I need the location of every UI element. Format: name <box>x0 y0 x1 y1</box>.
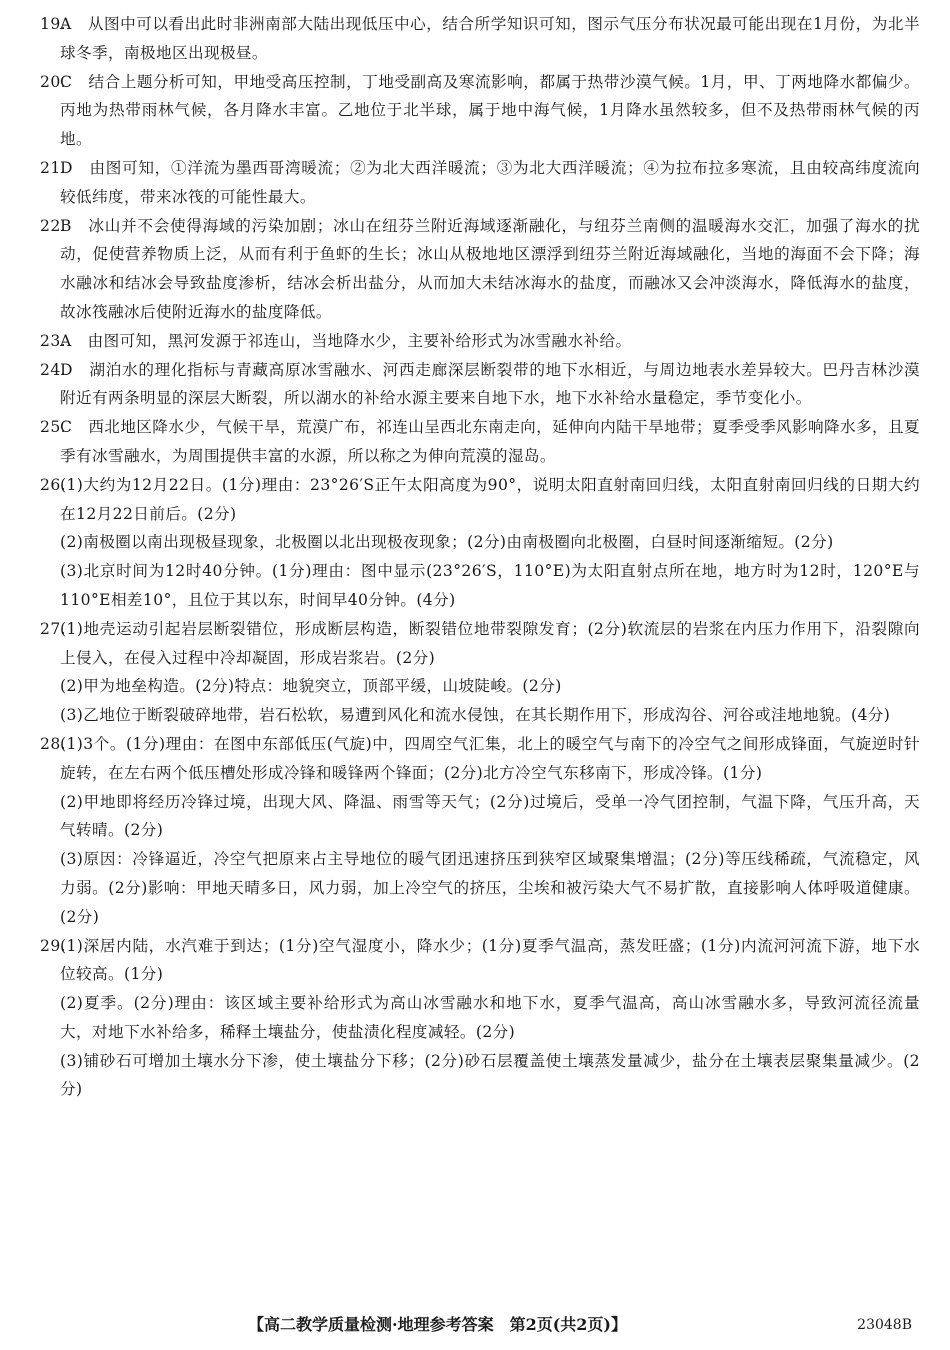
question-number: 25. <box>40 418 66 437</box>
answer-27 <box>40 615 920 730</box>
answer-26 <box>40 471 920 615</box>
answer-19 <box>40 10 920 68</box>
sub-answer-1: (1)大约为12月22日。(1分)理由：23°26′S正午太阳高度为90°，说明太阳直射南回归线，太阳直射南回归线的日期大约在12月22日前后。(2分) <box>60 475 920 523</box>
answer-text: A 从图中可以看出此时非洲南部大陆出现低压中心，结合所学知识可知，图示气压分布状况最可能出现在1月份，为北半球冬季，南极地区出现极昼。 <box>60 15 920 62</box>
answer-22 <box>40 212 920 327</box>
question-number: 27. <box>40 619 66 638</box>
answer-21 <box>40 154 920 212</box>
sub-answer-1: (1)地壳运动引起岩层断裂错位，形成断层构造，断裂错位地带裂隙发育；(2分)软流层的岩浆在内压力作用下，沿裂隙向上侵入，在侵入过程中冷却凝固，形成岩浆岩。(2分) <box>60 619 920 667</box>
sub-answer-3: (3)北京时间为12时40分钟。(1分)理由：图中显示(23°26′S，110°E)为太阳直射点所在地，地方时为12时，120°E与110°E相差10°，且位于其以东，时间早40分钟。(4分) <box>60 562 920 609</box>
sub-answer-3: (3)铺砂石可增加土壤水分下渗，使土壤盐分下移；(2分)砂石层覆盖使土壤蒸发量减少，盐分在土壤表层聚集量减少。(2分) <box>60 1051 920 1099</box>
page-footer <box>0 1310 950 1340</box>
answer-20 <box>40 68 920 154</box>
sub-answer-3: (3)原因：冷锋逼近，冷空气把原来占主导地位的暖气团迅速挤压到狭窄区域聚集增温；(2分)等压线稀疏，气流稳定，风力弱。(2分)影响：甲地天晴多日，风力弱，加上冷空气的挤压，尘埃和被污染大气不易扩散，直接影响人体呼吸道健康。(2分) <box>60 850 920 926</box>
answer-text: A 由图可知，黑河发源于祁连山，当地降水少，主要补给形式为冰雪融水补给。 <box>60 331 632 350</box>
answer-text: C 西北地区降水少，气候干旱，荒漠广布，祁连山呈西北东南走向，延伸向内陆干旱地带；夏季受季风影响降水多，且夏季有冰雪融水，为周围提供丰富的水源，所以称之为伸向荒漠的湿岛。 <box>60 418 921 465</box>
question-number: 26. <box>40 475 66 494</box>
footer-title: 【高二教学质量检测·地理参考答案 第2页(共2页)】 <box>248 1315 627 1334</box>
question-number: 23. <box>40 331 66 350</box>
question-number: 20. <box>40 72 66 91</box>
answer-24 <box>40 356 920 414</box>
question-number: 24. <box>40 360 66 379</box>
question-number: 21. <box>40 158 66 177</box>
sub-answer-2: (2)南极圈以南出现极昼现象，北极圈以北出现极夜现象；(2分)由南极圈向北极圈，白昼时间逐渐缩短。(2分) <box>60 533 834 552</box>
sub-answer-3: (3)乙地位于断裂破碎地带，岩石松软，易遭到风化和流水侵蚀，在其长期作用下，形成沟谷、河谷或洼地地貌。(4分) <box>60 706 891 725</box>
answer-25 <box>40 413 920 471</box>
sub-answer-1: (1)深居内陆，水汽难于到达；(1分)空气湿度小，降水少；(1分)夏季气温高，蒸发旺盛；(1分)内流河河流下游，地下水位较高。(1分) <box>60 936 920 984</box>
question-number: 28. <box>40 734 66 753</box>
answer-text: D 由图可知，①洋流为墨西哥湾暖流；②为北大西洋暖流；③为北大西洋暖流；④为拉布拉多寒流，且由较高纬度流向较低纬度，带来冰筏的可能性最大。 <box>60 158 920 206</box>
document-code: 23048B <box>857 1317 912 1333</box>
answer-text: B 冰山并不会使得海域的污染加剧；冰山在纽芬兰附近海域逐渐融化，与纽芬兰南侧的温暖海水交汇，加强了海水的扰动，促使营养物质上泛，从而有利于鱼虾的生长；冰山从极地地区漂浮到纽芬兰附近海域融化，当地的海面不会下降；海水融冰和结冰会导致盐度渗析，结冰会析出盐分，从而加大未结冰海水的盐度，而融冰又会冲淡海水，降低海水的盐度，故冰筏融冰后使附近海水的盐度降低。 <box>60 216 920 321</box>
answer-23 <box>40 327 920 356</box>
sub-answer-2: (2)甲地即将经历冷锋过境，出现大风、降温、雨雪等天气；(2分)过境后，受单一冷气团控制，气温下降，气压升高，天气转晴。(2分) <box>60 792 920 840</box>
answer-list <box>40 10 920 1104</box>
answer-text: D 湖泊水的理化指标与青藏高原冰雪融水、河西走廊深层断裂带的地下水相近，与周边地表水差异较大。巴丹吉林沙漠附近有两条明显的深层大断裂，所以湖水的补给水源主要来自地下水，地下水补给水量稳定，季节变化小。 <box>60 360 920 408</box>
sub-answer-2: (2)甲为地垒构造。(2分)特点：地貌突立，顶部平缓，山坡陡峻。(2分) <box>60 677 562 696</box>
answer-text: C 结合上题分析可知，甲地受高压控制，丁地受副高及寒流影响，都属于热带沙漠气候。1月，甲、丁两地降水都偏少。丙地为热带雨林气候，各月降水丰富。乙地位于北半球，属于地中海气候，1月降水虽然较多，但不及热带雨林气候的丙地。 <box>60 72 920 149</box>
question-number: 19. <box>40 15 66 33</box>
answer-28 <box>40 730 920 932</box>
answer-29 <box>40 932 920 1105</box>
sub-answer-1: (1)3个。(1分)理由：在图中东部低压(气旋)中，四周空气汇集，北上的暖空气与南下的冷空气之间形成锋面，气旋逆时针旋转，在左右两个低压槽处形成冷锋和暖锋两个锋面；(2分)北方冷空气东移南下，形成冷锋。(1分) <box>60 734 920 782</box>
question-number: 22. <box>40 216 66 235</box>
sub-answer-2: (2)夏季。(2分)理由：该区域主要补给形式为高山冰雪融水和地下水，夏季气温高，高山冰雪融水多，导致河流径流量大，对地下水补给多，稀释土壤盐分，使盐渍化程度减轻。(2分) <box>60 994 920 1041</box>
question-number: 29. <box>40 936 66 955</box>
